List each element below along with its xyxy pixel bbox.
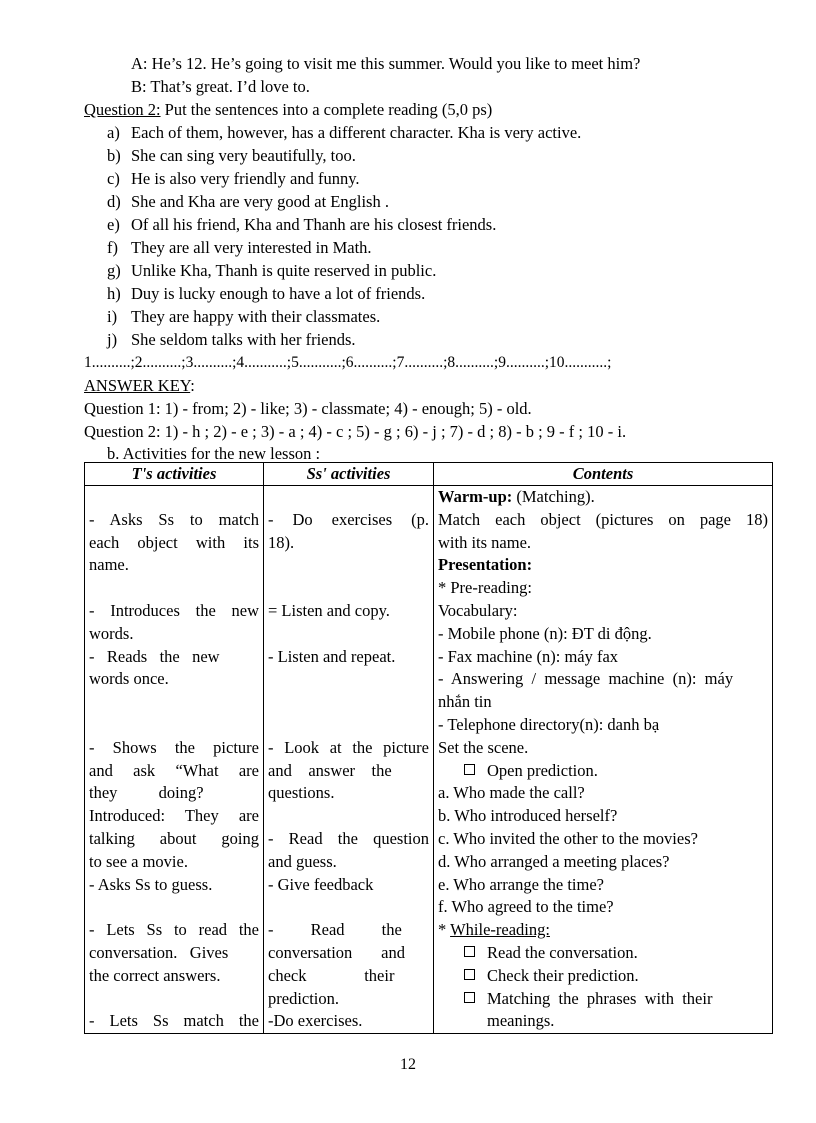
answer-key-q1: Question 1: 1) - from; 2) - like; 3) - classmate; 4) - enough; 5) - old.: [84, 399, 532, 418]
dialogue-line-b: B: That’s great. I’d love to.: [131, 77, 310, 96]
square-bullet-icon: [464, 969, 475, 980]
table-row: [85, 486, 773, 1034]
table-header-row: [85, 463, 773, 486]
answer-key-q2: Question 2: 1) - h ; 2) - e ; 3) - a ; 4) - c ; 5) - g ; 6) - j ; 7) - d ; 8) - b ; 9 - f ; 10 - i.: [84, 422, 627, 441]
teacher-activities-cell: - Asks Ss to match each object with its name. - Introduces the new words. - Reads the new words once. - Shows the picture and ask “What are they doing? Introduced: They are talking about going to see a movie. - Asks Ss to guess. - Lets Ss to read the conversation. Gives the correct answers. - Lets Ss match the: [85, 486, 264, 1034]
page-number: 12: [400, 1056, 416, 1073]
list-item: Check their prediction.: [438, 965, 768, 988]
list-item: d) She and Kha are very good at English .: [107, 192, 389, 211]
activities-table: [84, 462, 773, 1034]
dialogue-line-a: A: He’s 12. He’s going to visit me this summer. Would you like to meet him?: [131, 54, 641, 73]
question-2-label: Question 2:: [84, 100, 161, 119]
presentation-label: Presentation:: [438, 555, 533, 575]
warmup-line: Warm-up: (Matching).: [438, 487, 595, 506]
question-2-heading: [84, 99, 492, 122]
contents-cell: Warm-up: (Matching). Match each object (pictures on page 18) with its name. Presentation: * Pre-reading: Vocabulary: - Mobile phone (n): ĐT di động. - Fax machine (n): máy fax - Answering / message machine (n): máy nhắn tin - Telephone directory(n): danh bạ Set the scene. Open prediction. a. Who made the call? b. Who introduced herself? c. Who invited the other to the movies? d. Who arranged a meeting places? e. Who arrange the time? f. Who agreed to the time? * While-reading: Read the conversation. Check their prediction. Matching the phrases with their meanings.: [434, 486, 773, 1034]
list-item: b) She can sing very beautifully, too.: [107, 146, 356, 165]
student-activities-cell: - Do exercises (p. 18). = Listen and copy. - Listen and repeat. - Look at the picture and answer the questions. - Read the question and guess. - Give feedback - Read the conversation and check their prediction. -Do exercises.: [264, 486, 434, 1034]
list-item: Read the conversation.: [438, 942, 768, 965]
square-bullet-icon: [464, 946, 475, 957]
header-teacher-activities: T's activities: [85, 463, 264, 486]
list-item: i) They are happy with their classmates.: [107, 307, 381, 326]
list-item: e) Of all his friend, Kha and Thanh are his closest friends.: [107, 215, 497, 234]
activities-heading: b. Activities for the new lesson :: [107, 444, 321, 463]
while-reading-line: * While-reading:: [438, 920, 550, 940]
list-item: j) She seldom talks with her friends.: [107, 330, 356, 349]
answer-key-heading: ANSWER KEY:: [84, 376, 195, 395]
list-item: g) Unlike Kha, Thanh is quite reserved in public.: [107, 261, 437, 280]
answer-blanks: 1..........;2..........;3..........;4...........;5...........;6..........;7..........;8..........;9..........;10...........;: [84, 354, 612, 371]
header-contents: Contents: [434, 463, 773, 486]
list-item: Open prediction.: [438, 760, 768, 783]
square-bullet-icon: [464, 992, 475, 1003]
list-item: f) They are all very interested in Math.: [107, 238, 372, 257]
header-student-activities: Ss' activities: [264, 463, 434, 486]
list-item: a) Each of them, however, has a different character. Kha is very active.: [107, 123, 582, 142]
square-bullet-icon: [464, 764, 475, 775]
list-item: c) He is also very friendly and funny.: [107, 169, 360, 188]
question-2-instruction: Put the sentences into a complete reading (5,0 ps): [160, 100, 493, 119]
list-item: Matching the phrases with their: [438, 988, 768, 1011]
list-item: h) Duy is lucky enough to have a lot of friends.: [107, 284, 426, 303]
